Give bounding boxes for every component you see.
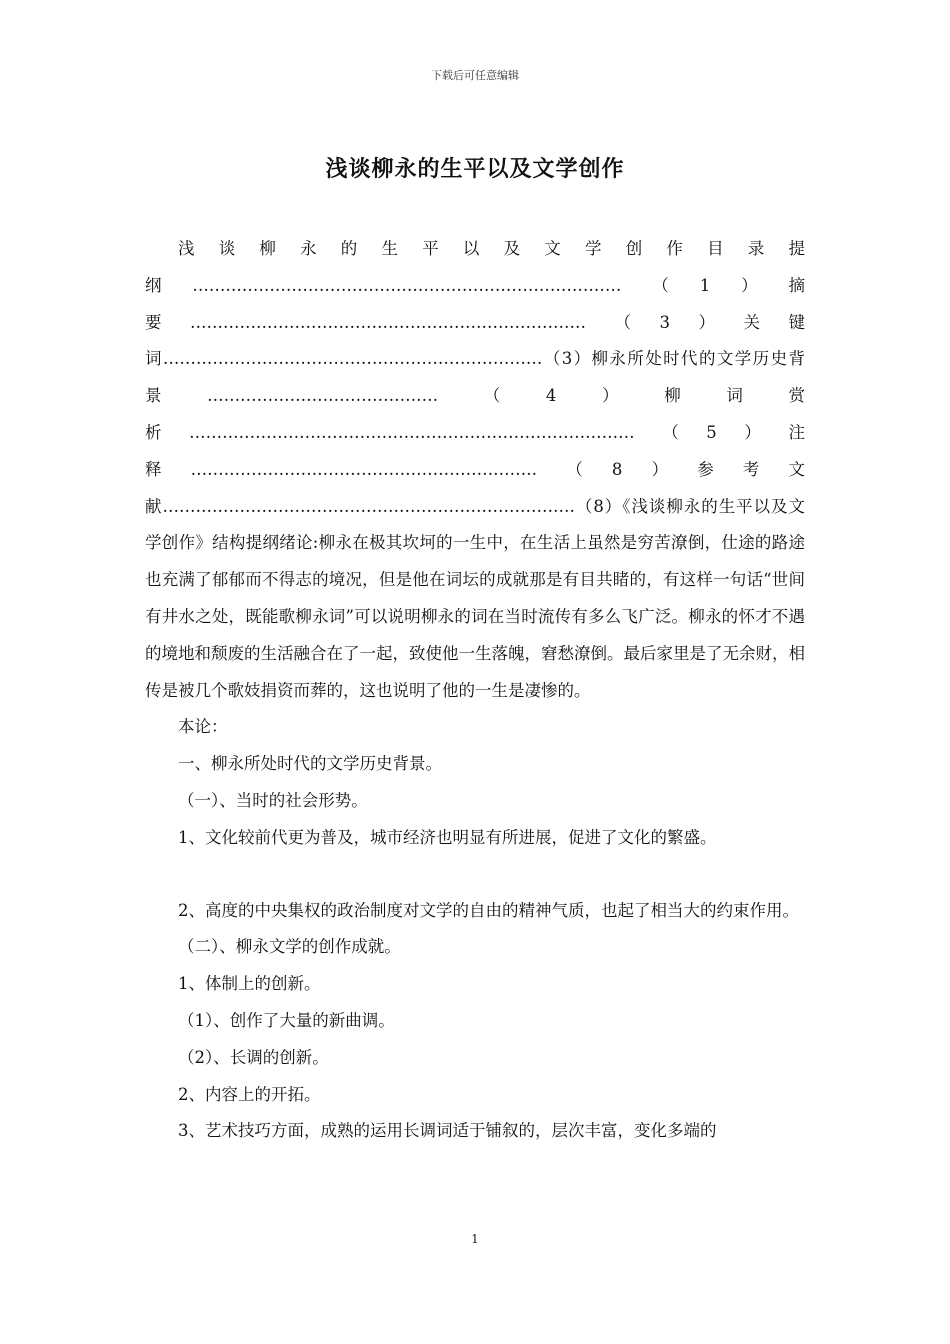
document-title: 浅谈柳永的生平以及文学创作	[325, 157, 625, 182]
header-note: 下载后可任意编辑	[431, 69, 519, 82]
list-item-1-2: 2、高度的中央集权的政治制度对文学的自由的精神气质，也起了相当大的约束作用。	[178, 900, 799, 920]
list-item-2-1b: （2）、长调的创新。	[178, 1047, 329, 1067]
list-item-2-1a: （1）、创作了大量的新曲调。	[178, 1010, 395, 1030]
section-heading-1: 一、柳永所处时代的文学历史背景。	[178, 754, 442, 774]
toc-paragraph: 浅谈柳永的生平以及文学创作目录提纲……………………………………………………………………（1）摘要………………………………………………………………（3）关键词……………………………………………………………（3）柳永所处时代的文学历史背景……………………………………（4）柳词赏析………………………………………………………………………（5）注释………………………………………………………（8）参考文献…………………………………………………………………（8）《浅谈柳永的生平以及文学创作》结构提纲绪论:柳永在极其坎坷的一生中，在生活上虽然是穷苦潦倒，仕途的路途也充满了郁郁而不得志的境况，但是他在词坛的成就那是有目共睹的，有这样一句话“世间有井水之处，既能歌柳永词”可以说明柳永的词在当时流传有多么飞广泛。柳永的怀才不遇的境地和颓废的生活融合在了一起，致使他一生落魄，窘愁潦倒。最后家里是了无余财，相传是被几个歌妓捐资而葬的，这也说明了他的一生是凄惨的。	[145, 239, 805, 700]
list-item-2-3: 3、艺术技巧方面，成熟的运用长调词适于铺叙的，层次丰富，变化多端的	[178, 1121, 717, 1141]
list-item-1-1: 1、文化较前代更为普及，城市经济也明显有所进展，促进了文化的繁盛。	[178, 827, 717, 847]
document-body	[145, 231, 805, 1150]
list-item-2-2: 2、内容上的开拓。	[178, 1084, 321, 1104]
benlun-label: 本论：	[178, 717, 228, 737]
list-item-2-1: 1、体制上的创新。	[178, 974, 321, 994]
subsection-heading-1: （一）、当时的社会形势。	[178, 790, 368, 810]
subsection-heading-2: （二）、柳永文学的创作成就。	[178, 937, 401, 957]
page-number: 1	[471, 1232, 479, 1246]
